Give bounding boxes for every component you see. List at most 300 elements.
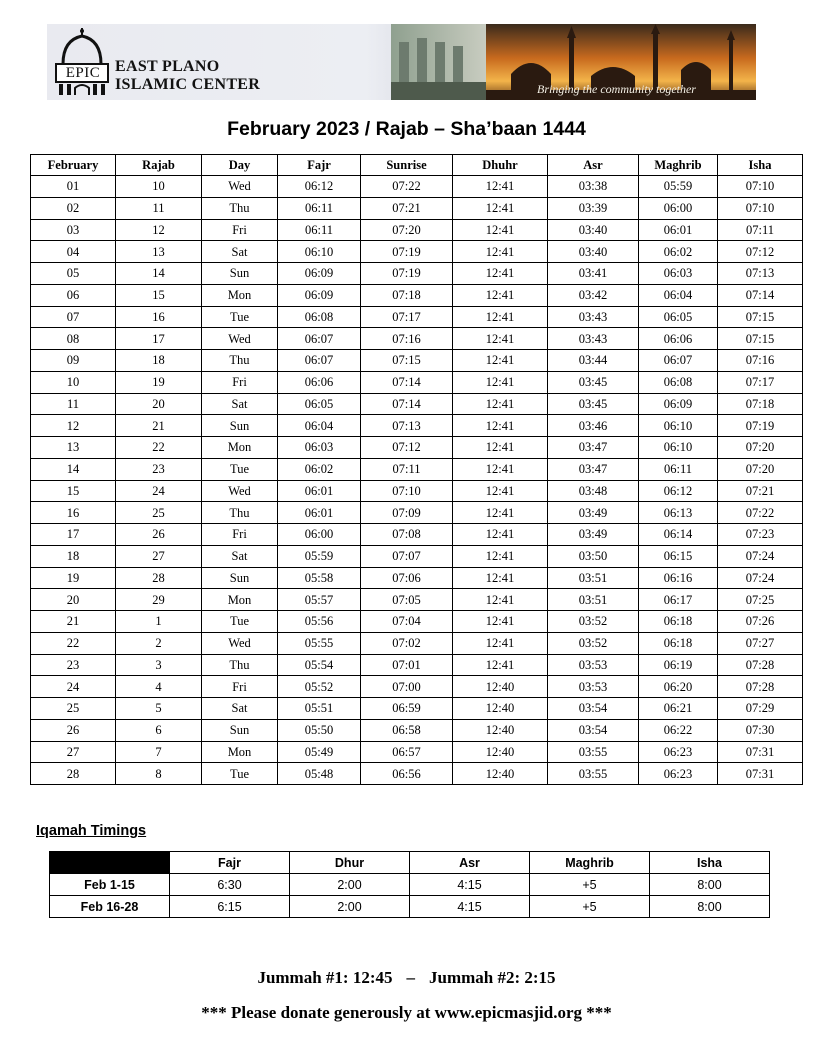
cell-maghrib: 06:22 [639,719,718,741]
table-row [31,719,803,741]
table-row [31,393,803,415]
cell-sunrise: 06:56 [361,763,453,785]
cell-sunrise: 07:13 [361,415,453,437]
cell-february: 17 [31,524,116,546]
epic-logo [53,28,383,96]
cell-maghrib: 06:23 [639,763,718,785]
cell-rajab: 23 [116,458,202,480]
cell-rajab: 19 [116,371,202,393]
table-row [31,197,803,219]
mosque-dome-icon [53,28,111,96]
cell-day: Tue [202,306,278,328]
cell-sunrise: 07:05 [361,589,453,611]
cell-maghrib: 06:18 [639,632,718,654]
cell-isha: 07:10 [718,197,803,219]
cell-fajr: 06:07 [278,328,361,350]
iqamah-row [50,896,770,918]
cell-dhuhr: 12:41 [453,415,548,437]
cell-isha: 07:10 [718,176,803,198]
cell-asr: 03:54 [548,719,639,741]
header-banner [47,24,756,100]
iqamah-cell-asr: 4:15 [410,896,530,918]
cell-rajab: 11 [116,197,202,219]
iqamah-heading: Iqamah Timings [36,823,147,839]
table-row [31,741,803,763]
cell-dhuhr: 12:41 [453,350,548,372]
cell-dhuhr: 12:41 [453,371,548,393]
cell-fajr: 06:11 [278,197,361,219]
cell-fajr: 05:59 [278,545,361,567]
table-row [31,589,803,611]
cell-isha: 07:20 [718,458,803,480]
table-row [31,415,803,437]
cell-maghrib: 06:02 [639,241,718,263]
prayer-times-table [30,154,803,785]
cell-dhuhr: 12:41 [453,458,548,480]
table-row [31,632,803,654]
cell-isha: 07:31 [718,741,803,763]
cell-maghrib: 06:01 [639,219,718,241]
cell-day: Fri [202,219,278,241]
cell-dhuhr: 12:41 [453,545,548,567]
cell-dhuhr: 12:40 [453,763,548,785]
cell-isha: 07:20 [718,437,803,459]
cell-asr: 03:43 [548,328,639,350]
cell-day: Thu [202,350,278,372]
cell-dhuhr: 12:41 [453,437,548,459]
cell-sunrise: 07:00 [361,676,453,698]
cell-fajr: 05:54 [278,654,361,676]
cell-dhuhr: 12:41 [453,306,548,328]
cell-asr: 03:54 [548,698,639,720]
column-header-isha: Isha [718,155,803,176]
table-row [31,698,803,720]
cell-sunrise: 07:14 [361,371,453,393]
cell-isha: 07:27 [718,632,803,654]
cell-maghrib: 06:19 [639,654,718,676]
cell-asr: 03:52 [548,632,639,654]
cell-asr: 03:39 [548,197,639,219]
cell-fajr: 06:12 [278,176,361,198]
cell-fajr: 05:51 [278,698,361,720]
cell-dhuhr: 12:41 [453,502,548,524]
table-row [31,458,803,480]
cell-february: 06 [31,284,116,306]
cell-isha: 07:22 [718,502,803,524]
cell-asr: 03:51 [548,589,639,611]
cell-sunrise: 07:10 [361,480,453,502]
cell-february: 12 [31,415,116,437]
cell-fajr: 05:52 [278,676,361,698]
cell-dhuhr: 12:41 [453,654,548,676]
iqamah-cell-isha: 8:00 [650,896,770,918]
cell-isha: 07:21 [718,480,803,502]
cell-maghrib: 06:23 [639,741,718,763]
cell-asr: 03:47 [548,458,639,480]
column-header-dhuhr: Dhuhr [453,155,548,176]
jummah-2: Jummah #2: 2:15 [429,968,556,987]
cell-february: 27 [31,741,116,763]
cell-february: 09 [31,350,116,372]
cell-day: Sat [202,545,278,567]
org-name-line2: ISLAMIC CENTER [115,76,261,93]
cell-day: Sat [202,393,278,415]
cell-asr: 03:49 [548,502,639,524]
cell-fajr: 06:03 [278,437,361,459]
cell-fajr: 06:01 [278,502,361,524]
cell-dhuhr: 12:41 [453,241,548,263]
iqamah-cell-fajr: 6:30 [170,874,290,896]
cell-day: Thu [202,502,278,524]
cell-rajab: 29 [116,589,202,611]
cell-fajr: 06:10 [278,241,361,263]
cell-february: 14 [31,458,116,480]
cell-february: 20 [31,589,116,611]
cell-day: Wed [202,328,278,350]
cell-rajab: 14 [116,263,202,285]
iqamah-cell-isha: 8:00 [650,874,770,896]
cell-fajr: 06:01 [278,480,361,502]
cell-asr: 03:38 [548,176,639,198]
table-row [31,241,803,263]
cell-rajab: 24 [116,480,202,502]
cell-isha: 07:30 [718,719,803,741]
cell-fajr: 06:11 [278,219,361,241]
cell-day: Sat [202,241,278,263]
cell-isha: 07:28 [718,654,803,676]
table-row [31,480,803,502]
cell-february: 11 [31,393,116,415]
cell-rajab: 18 [116,350,202,372]
table-header-row [31,155,803,176]
tagline: Bringing the community together [537,82,696,96]
cell-fajr: 05:49 [278,741,361,763]
cell-isha: 07:29 [718,698,803,720]
cell-february: 18 [31,545,116,567]
cell-day: Mon [202,589,278,611]
cell-february: 13 [31,437,116,459]
cell-asr: 03:53 [548,676,639,698]
cell-february: 08 [31,328,116,350]
cell-isha: 07:24 [718,545,803,567]
cell-rajab: 12 [116,219,202,241]
cell-dhuhr: 12:41 [453,284,548,306]
cell-day: Wed [202,480,278,502]
table-row [31,306,803,328]
cell-rajab: 1 [116,611,202,633]
column-header-fajr: Fajr [278,155,361,176]
cell-asr: 03:42 [548,284,639,306]
cell-asr: 03:50 [548,545,639,567]
cell-asr: 03:40 [548,241,639,263]
cell-rajab: 25 [116,502,202,524]
cell-maghrib: 06:18 [639,611,718,633]
cell-rajab: 27 [116,545,202,567]
cell-maghrib: 06:15 [639,545,718,567]
cell-fajr: 05:55 [278,632,361,654]
cell-maghrib: 06:03 [639,263,718,285]
column-header-asr: Asr [548,155,639,176]
org-name-line1: EAST PLANO [115,58,220,75]
cell-sunrise: 07:21 [361,197,453,219]
page-title: February 2023 / Rajab – Sha’baan 1444 [227,118,586,140]
cell-maghrib: 06:11 [639,458,718,480]
table-row [31,371,803,393]
iqamah-cell-maghrib: +5 [530,896,650,918]
table-row [31,328,803,350]
cell-sunrise: 07:18 [361,284,453,306]
cell-dhuhr: 12:40 [453,676,548,698]
cell-asr: 03:46 [548,415,639,437]
cell-day: Thu [202,197,278,219]
cell-sunrise: 07:19 [361,241,453,263]
cell-fajr: 06:04 [278,415,361,437]
cell-maghrib: 06:06 [639,328,718,350]
cell-rajab: 20 [116,393,202,415]
cell-isha: 07:19 [718,415,803,437]
cell-dhuhr: 12:40 [453,741,548,763]
cell-isha: 07:28 [718,676,803,698]
iqamah-row [50,874,770,896]
cell-maghrib: 06:21 [639,698,718,720]
cell-fajr: 05:56 [278,611,361,633]
iqamah-cell-maghrib: +5 [530,874,650,896]
jummah-1: Jummah #1: 12:45 [257,968,393,987]
iqamah-header-maghrib: Maghrib [530,852,650,874]
logo-text: EPIC [65,65,101,81]
iqamah-header-isha: Isha [650,852,770,874]
cell-rajab: 13 [116,241,202,263]
column-header-sunrise: Sunrise [361,155,453,176]
cell-day: Thu [202,654,278,676]
cell-asr: 03:45 [548,371,639,393]
cell-fajr: 06:08 [278,306,361,328]
table-row [31,437,803,459]
cell-february: 04 [31,241,116,263]
cell-sunrise: 06:59 [361,698,453,720]
cell-february: 25 [31,698,116,720]
cell-maghrib: 06:10 [639,437,718,459]
cell-rajab: 22 [116,437,202,459]
iqamah-cell-dhur: 2:00 [290,896,410,918]
cell-maghrib: 06:20 [639,676,718,698]
cell-day: Mon [202,437,278,459]
iqamah-cell-dhur: 2:00 [290,874,410,896]
cell-isha: 07:31 [718,763,803,785]
column-header-maghrib: Maghrib [639,155,718,176]
cell-isha: 07:23 [718,524,803,546]
cell-fajr: 06:09 [278,284,361,306]
cell-rajab: 21 [116,415,202,437]
cell-sunrise: 07:22 [361,176,453,198]
cell-asr: 03:48 [548,480,639,502]
cell-sunrise: 07:16 [361,328,453,350]
cell-fajr: 05:57 [278,589,361,611]
cell-sunrise: 07:06 [361,567,453,589]
iqamah-header-row [50,852,770,874]
cell-asr: 03:41 [548,263,639,285]
cell-sunrise: 07:19 [361,263,453,285]
cell-asr: 03:47 [548,437,639,459]
cell-day: Fri [202,371,278,393]
cell-isha: 07:26 [718,611,803,633]
cell-sunrise: 07:01 [361,654,453,676]
cell-fajr: 06:00 [278,524,361,546]
cell-maghrib: 06:07 [639,350,718,372]
cell-isha: 07:13 [718,263,803,285]
cell-rajab: 7 [116,741,202,763]
cell-maghrib: 06:12 [639,480,718,502]
cell-maghrib: 06:05 [639,306,718,328]
cell-february: 07 [31,306,116,328]
cell-dhuhr: 12:41 [453,219,548,241]
cell-dhuhr: 12:41 [453,176,548,198]
cell-maghrib: 05:59 [639,176,718,198]
table-row [31,567,803,589]
cell-fajr: 06:09 [278,263,361,285]
cell-february: 16 [31,502,116,524]
cell-asr: 03:55 [548,741,639,763]
cell-dhuhr: 12:41 [453,611,548,633]
iqamah-cell-asr: 4:15 [410,874,530,896]
cell-day: Mon [202,284,278,306]
cell-february: 02 [31,197,116,219]
cell-isha: 07:14 [718,284,803,306]
cell-rajab: 15 [116,284,202,306]
cell-fajr: 06:07 [278,350,361,372]
cell-rajab: 3 [116,654,202,676]
cell-asr: 03:53 [548,654,639,676]
cell-sunrise: 07:12 [361,437,453,459]
cell-fajr: 06:06 [278,371,361,393]
cell-asr: 03:44 [548,350,639,372]
cell-february: 01 [31,176,116,198]
cell-day: Fri [202,676,278,698]
table-row [31,524,803,546]
cell-february: 05 [31,263,116,285]
cell-sunrise: 07:20 [361,219,453,241]
cell-maghrib: 06:08 [639,371,718,393]
cell-february: 28 [31,763,116,785]
column-header-rajab: Rajab [116,155,202,176]
cell-february: 23 [31,654,116,676]
jummah-times [0,968,813,988]
cell-asr: 03:40 [548,219,639,241]
cell-dhuhr: 12:41 [453,524,548,546]
cell-february: 24 [31,676,116,698]
iqamah-header-fajr: Fajr [170,852,290,874]
cell-day: Fri [202,524,278,546]
iqamah-header-blank [50,852,170,874]
iqamah-table [49,851,770,918]
cell-asr: 03:43 [548,306,639,328]
cell-rajab: 5 [116,698,202,720]
cell-dhuhr: 12:41 [453,589,548,611]
cell-sunrise: 06:58 [361,719,453,741]
table-row [31,502,803,524]
cell-rajab: 8 [116,763,202,785]
cell-february: 22 [31,632,116,654]
cell-fajr: 05:50 [278,719,361,741]
cell-maghrib: 06:00 [639,197,718,219]
cell-day: Wed [202,632,278,654]
table-row [31,350,803,372]
cell-isha: 07:15 [718,306,803,328]
cell-february: 19 [31,567,116,589]
cell-asr: 03:49 [548,524,639,546]
cell-maghrib: 06:17 [639,589,718,611]
cell-february: 15 [31,480,116,502]
cell-isha: 07:17 [718,371,803,393]
cell-isha: 07:16 [718,350,803,372]
cell-sunrise: 07:07 [361,545,453,567]
cell-february: 03 [31,219,116,241]
cell-asr: 03:51 [548,567,639,589]
table-row [31,176,803,198]
cell-dhuhr: 12:41 [453,480,548,502]
cell-sunrise: 07:14 [361,393,453,415]
cell-isha: 07:25 [718,589,803,611]
cell-sunrise: 07:04 [361,611,453,633]
iqamah-header-dhur: Dhur [290,852,410,874]
table-row [31,763,803,785]
cell-isha: 07:11 [718,219,803,241]
cell-day: Tue [202,763,278,785]
cell-day: Mon [202,741,278,763]
cell-maghrib: 06:13 [639,502,718,524]
cell-asr: 03:45 [548,393,639,415]
cell-asr: 03:52 [548,611,639,633]
cell-isha: 07:12 [718,241,803,263]
cell-rajab: 2 [116,632,202,654]
iqamah-cell-fajr: 6:15 [170,896,290,918]
cell-dhuhr: 12:40 [453,698,548,720]
cell-sunrise: 07:08 [361,524,453,546]
cell-day: Tue [202,458,278,480]
cell-fajr: 06:02 [278,458,361,480]
cell-sunrise: 07:09 [361,502,453,524]
cell-maghrib: 06:09 [639,393,718,415]
column-header-february: February [31,155,116,176]
cell-day: Wed [202,176,278,198]
cell-day: Sun [202,567,278,589]
cell-fajr: 05:58 [278,567,361,589]
table-row [31,219,803,241]
cell-february: 26 [31,719,116,741]
iqamah-range-label: Feb 16-28 [50,896,170,918]
column-header-day: Day [202,155,278,176]
cell-maghrib: 06:16 [639,567,718,589]
cell-fajr: 05:48 [278,763,361,785]
cell-day: Sun [202,719,278,741]
cell-dhuhr: 12:41 [453,197,548,219]
cell-dhuhr: 12:41 [453,393,548,415]
table-row [31,284,803,306]
cell-rajab: 6 [116,719,202,741]
cell-maghrib: 06:14 [639,524,718,546]
cell-day: Tue [202,611,278,633]
cell-sunrise: 07:15 [361,350,453,372]
cell-february: 21 [31,611,116,633]
table-row [31,611,803,633]
cell-isha: 07:24 [718,567,803,589]
cell-isha: 07:18 [718,393,803,415]
cell-rajab: 17 [116,328,202,350]
cell-dhuhr: 12:40 [453,719,548,741]
cell-sunrise: 06:57 [361,741,453,763]
jummah-separator: – [406,968,415,987]
cell-rajab: 28 [116,567,202,589]
